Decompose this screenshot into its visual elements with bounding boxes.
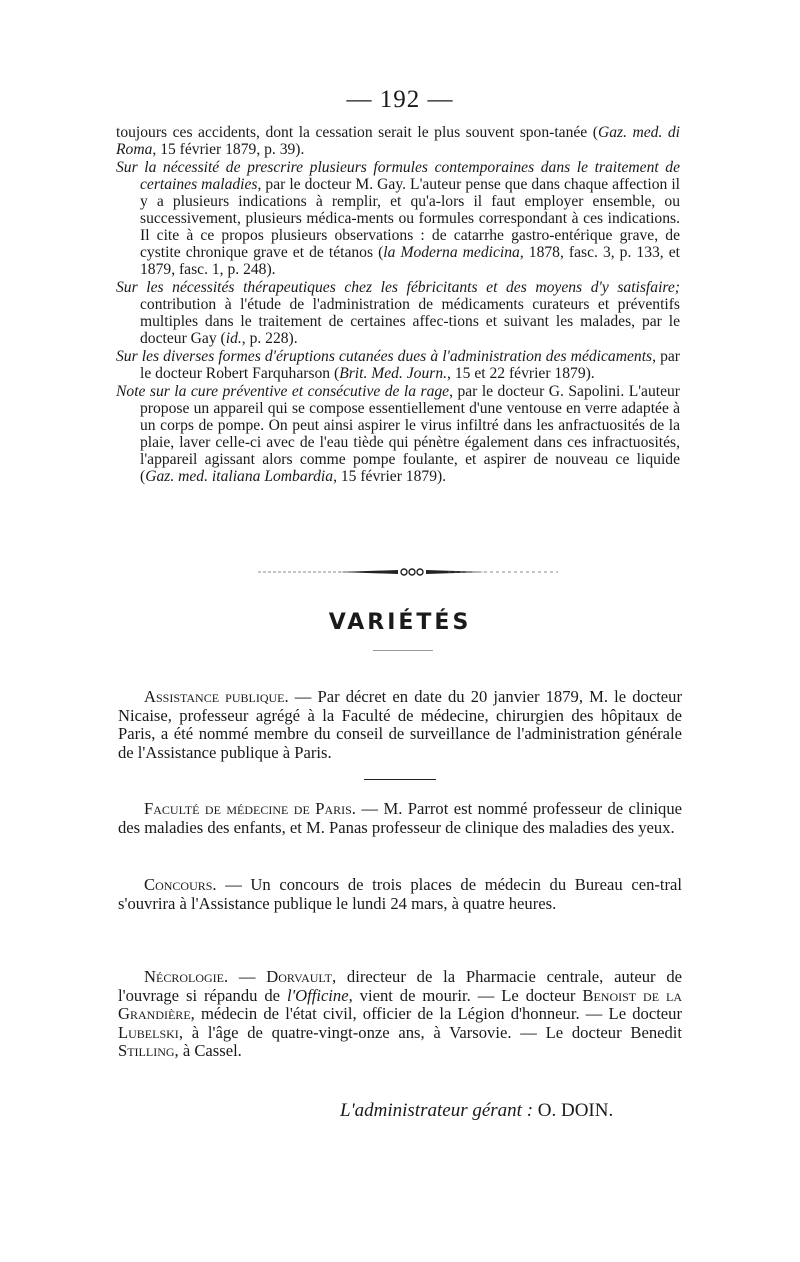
bibliography-entry [116,159,680,278]
item-assistance-publique [118,688,682,762]
item-text: — Un concours de trois places de médecin du Bureau cen-tral s'ouvrira à l'Assistance publique le lundi 24 mars, à quatre heures. [118,875,682,913]
text-run: , 15 février 1879). [333,468,447,485]
italic-text: Sur les nécessités thérapeutiques chez les fébricitants et des moyens d'y satisfaire; [116,279,680,296]
italic-text: Sur la nécessité de prescrire plusieurs formules contemporaines dans le traitement de certaines maladies [116,159,680,193]
italic-text: Gaz. med. italiana Lombardia [145,468,334,485]
italic-text: Note sur la cure préventive et consécutive de la rage [116,383,450,400]
item-heading: Faculté de médecine de Paris. [144,799,356,818]
text-run: , 1878, fasc. 3, p. 133, et 1879, fasc. 1, p. 248). [140,244,680,278]
italic-text: Brit. Med. Journ. [339,365,448,382]
ornamental-divider [258,566,558,578]
item-heading: Concours. [144,875,217,894]
text-run: , par le docteur G. Sapolini. L'auteur propose un appareil qui se compose essentiellement d'une ventouse en verre adaptée à un corps de pompe. On peut ainsi aspirer le virus infiltré dans les anfractuosités de la plaie, laver celle-ci avec de l'eau tiède qui pénètre également dans ces infractuosités, l'appareil agissant alors comme pompe foulante, et aspirer de nouveau ce liquide ( [140,383,680,485]
item-text: — Par décret en date du 20 janvier 1879, M. le docteur Nicaise, professeur agrégé à la Faculté de médecine, chirurgien des hôpitaux de Paris, a été nommé membre du conseil de surveillance de l'administration générale de l'Assistance publique à Paris. [118,687,682,762]
text-run: , 15 février 1879, p. 39). [152,141,305,158]
italic-text: Sur les diverses formes d'éruptions cutanées dues à l'administration des médicaments [116,348,653,365]
page-number: — 192 — [346,86,454,113]
item-text: , vient de mourir. — Le docteur [348,985,583,1005]
book-title: l'Officine [286,985,349,1005]
bibliography-entry [116,383,680,485]
item-necrologie [118,968,682,1061]
item-text: — M. Parrot est nommé professeur de clinique des maladies des enfants, et M. Panas professeur de clinique des maladies des yeux. [118,799,683,837]
separator-rule [364,779,436,780]
person-name: Benoist de la Grandière [118,985,682,1023]
title-underline [373,650,433,651]
bibliography-entry [116,279,680,347]
person-name: Dorvault [266,967,332,986]
text-run: toujours ces accidents, dont la cessation serait le plus souvent spon-tanée ( [116,124,598,141]
signature [340,1100,613,1122]
item-faculte-medecine [118,800,682,837]
text-run: , par le docteur Robert Farquharson ( [140,348,680,382]
italic-text: la Moderna medicina [383,244,520,261]
item-heading: Assistance publique. [144,687,289,706]
item-text: , médecin de l'état civil, officier de la Légion d'honneur. — Le docteur [190,1004,682,1023]
bibliography-continuation [116,124,680,158]
item-heading: Nécrologie. [144,967,229,986]
text-run: , par le docteur M. Gay. L'auteur pense que dans chaque affection il y a plusieurs indications à remplir, et qu'a-lors il faut employer ensemble, ou successivement, plusieurs médica-ments ou formules correspondant à ces indications. Il cite à ce propos plusieurs observations : de catarrhe gastro-entérique grave, de cystite chronique grave et de tétanos ( [140,176,680,261]
item-concours [118,876,682,913]
signature-role: L'administrateur gérant : [340,1100,534,1121]
item-text: — [228,967,267,986]
text-run: , 15 et 22 février 1879). [447,365,595,382]
text-run: contribution à l'étude de l'administration de médicaments curateurs et préventifs multiples dans le traitement de certaines affec-tions et suivant les malades, par le docteur Gay ( [140,296,680,347]
item-text: , à Cassel. [174,1041,242,1060]
signature-name: O. DOIN. [533,1100,614,1121]
bibliography-entry [116,348,680,382]
italic-text: Gaz. med. di Roma [116,124,680,158]
italic-text: id. [225,330,242,347]
person-name: Lubelski [118,1022,179,1042]
person-name: Stilling [118,1041,175,1060]
text-run: , p. 228). [241,330,298,347]
bibliography-list [116,124,680,486]
item-text: , directeur de la Pharmacie centrale, auteur de l'ouvrage si répandu de [118,967,682,1005]
item-text: , à l'âge de quatre-vingt-onze ans, à Varsovie. — Le docteur Benedit [178,1022,682,1042]
section-title: VARIÉTÉS [328,610,472,635]
